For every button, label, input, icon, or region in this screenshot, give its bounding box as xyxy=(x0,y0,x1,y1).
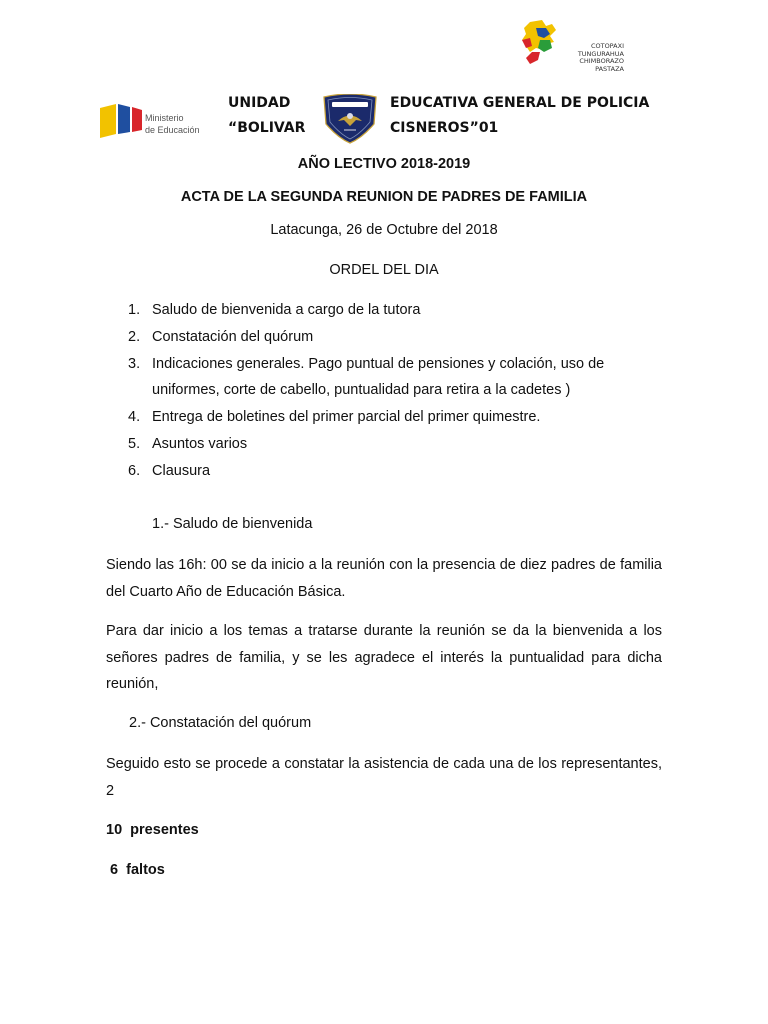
paragraph-asistencia: Seguido esto se procede a constatar la asistencia de cada una de los representantes, 2 xyxy=(106,756,662,799)
header-unidad-line2: “BOLIVAR xyxy=(228,120,306,136)
ministerio-logo-line1: Ministerio xyxy=(145,113,184,123)
agenda-item xyxy=(128,404,604,431)
agenda-item-text: Entrega de boletines del primer parcial del primer quimestre. xyxy=(152,409,541,426)
agenda-item-text: Asuntos varios xyxy=(152,435,248,452)
paragraph-inicio: Siendo las 16h: 00 se da inicio a la reunión con la presencia de diez padres de familia del Cuarto Año de Educación Básica. xyxy=(106,557,662,600)
section2-heading: 2.- Constatación del quórum xyxy=(129,715,312,731)
ecuador-flag-mark-icon xyxy=(98,104,142,140)
agenda-list xyxy=(128,297,604,485)
absent-count: 6 faltos xyxy=(106,862,165,878)
zone-logo-line: COTOPAXI xyxy=(590,42,624,50)
agenda-item-number: 5. xyxy=(128,435,141,452)
agenda-item-text: Constatación del quórum xyxy=(152,328,314,345)
ministerio-educacion-logo xyxy=(98,104,202,142)
present-count: 10 presentes xyxy=(106,822,199,838)
header-educativa-line1: EDUCATIVA GENERAL DE POLICIA xyxy=(390,95,650,111)
agenda-item-number: 6. xyxy=(128,462,141,479)
zone-logo-line: TUNGURAHUA xyxy=(577,49,624,58)
academic-year-title: AÑO LECTIVO 2018-2019 xyxy=(297,156,471,172)
agenda-item xyxy=(128,458,604,485)
agenda-item-text: Saludo de bienvenida a cargo de la tutora xyxy=(152,302,421,318)
agenda-item xyxy=(128,297,604,324)
agenda-item-number: 2. xyxy=(128,328,141,345)
agenda-item-text: Indicaciones generales. Pago puntual de pensiones y colación, uso de xyxy=(152,355,605,372)
section1-heading: 1.- Saludo de bienvenida xyxy=(152,516,313,532)
acta-title: ACTA DE LA SEGUNDA REUNION DE PADRES DE FAMILIA xyxy=(180,189,588,205)
agenda-item-number: 4. xyxy=(128,409,141,426)
paragraph-bienvenida: Para dar inicio a los temas a tratarse durante la reunión se da la bienvenida a los señores padres de familia, y se les agradece el interés la puntualidad para dicha reunión, xyxy=(106,623,662,692)
agenda-item-number: 3. xyxy=(128,355,141,372)
agenda-item xyxy=(128,431,604,458)
header-unidad-line1: UNIDAD xyxy=(228,95,291,111)
place-date: Latacunga, 26 de Octubre del 2018 xyxy=(270,222,498,238)
agenda-item-number: 1. xyxy=(128,302,141,318)
agenda-item xyxy=(128,324,604,351)
header-educativa-line2: CISNEROS”01 xyxy=(390,120,499,136)
zone-logo-text xyxy=(546,43,624,73)
order-of-day-heading: ORDEL DEL DIA xyxy=(329,262,439,278)
agenda-item xyxy=(128,351,604,405)
zone-map-logo xyxy=(516,18,626,78)
zone-logo-line: PASTAZA xyxy=(595,64,624,73)
ministerio-logo-line2: de Educación xyxy=(145,125,200,135)
agenda-item-text: Clausura xyxy=(152,462,211,479)
agenda-item-text-continued: uniformes, corte de cabello, puntualidad para retira a la cadetes ) xyxy=(152,382,571,399)
police-seal-icon xyxy=(322,94,378,144)
zone-logo-line: CHIMBORAZO xyxy=(579,57,624,66)
